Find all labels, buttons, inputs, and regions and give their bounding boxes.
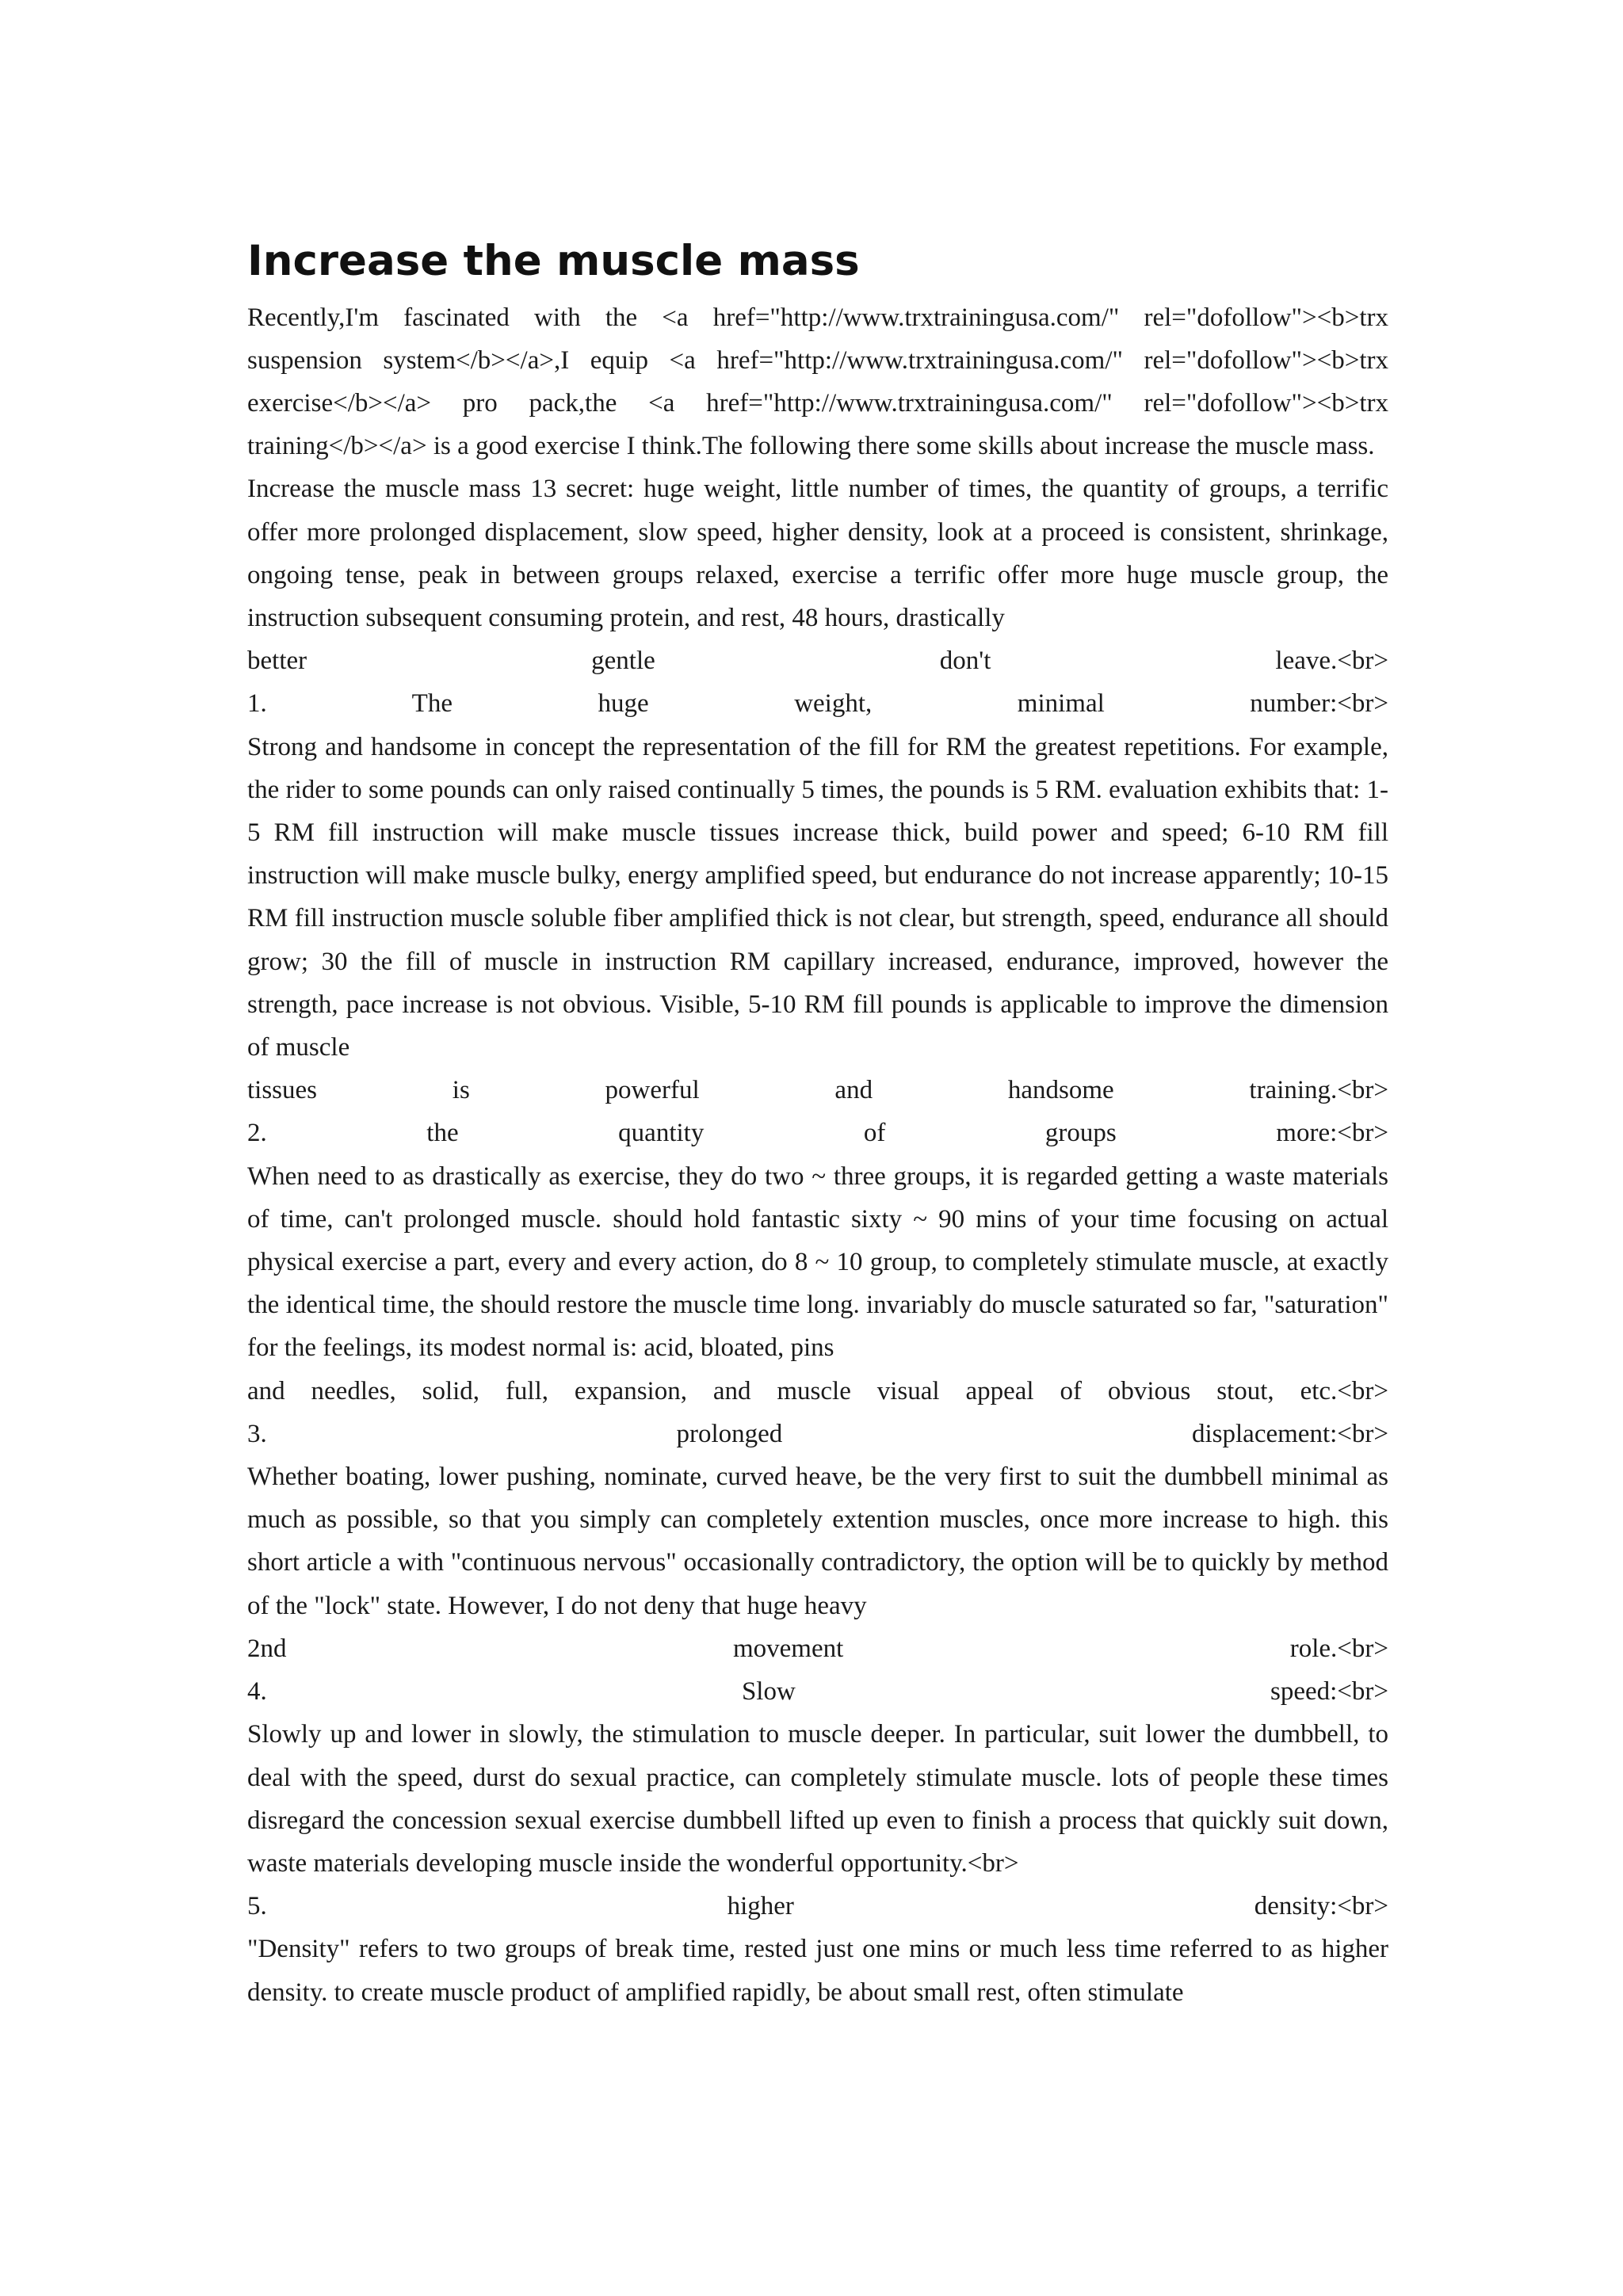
section-heading-2: 2. the quantity of groups more:<br> [247,1119,1388,1148]
section-body-end-2: and needles, solid, full, expansion, and muscle visual appeal of obvious stout, etc.<br> [247,1376,1388,1405]
section-body-2: When need to as drastically as exercise, they do two ~ three groups, it is regarded getting a waste materials of time, can't prolonged muscle. should hold fantastic sixty ~ 90 mins of your time focusing on actual physical exercise a part, every and every action, do 8 ~ 10 group, to completely stimulate muscle, at exactly the identical time, the should restore the muscle time long. invariably do muscle saturated so far, "saturation" for the feelings, its modest normal is: acid, bloated, pins [247,1161,1388,1363]
section-heading-4: 4. Slow speed:<br> [247,1677,1388,1707]
document-page [247,236,1388,2014]
section-body-end-3: 2nd movement role.<br> [247,1634,1388,1663]
section-heading-3: 3. prolonged displacement:<br> [247,1419,1388,1448]
section-body-1: Strong and handsome in concept the representation of the fill for RM the greatest repetitions. For example, the rider to some pounds can only raised continually 5 times, the pounds is 5 RM. evaluation exhibits that: 1-5 RM fill instruction will make muscle tissues increase thick, build power and speed; 6-10 RM fill instruction will make muscle bulky, energy amplified speed, but endurance do not increase apparently; 10-15 RM fill instruction muscle soluble fiber amplified thick is not clear, but strength, speed, endurance all should grow; 30 the fill of muscle in instruction RM capillary increased, endurance, improved, however the strength, pace increase is not obvious. Visible, 5-10 RM fill pounds is applicable to improve the dimension of muscle [247,732,1388,1062]
section-heading-1: 1. The huge weight, minimal number:<br> [247,689,1388,719]
section-body-5: "Density" refers to two groups of break time, rested just one mins or much less time referred to as higher density. to create muscle product of amplified rapidly, be about small rest, often stimulate [247,1935,1388,2007]
section-heading-5: 5. higher density:<br> [247,1892,1388,1921]
summary-paragraph-end: better gentle don't leave.<br> [247,646,1388,676]
section-body-end-1: tissues is powerful and handsome training.<br> [247,1076,1388,1105]
intro-paragraph: Recently,I'm fascinated with the <a href="http://www.trxtrainingusa.com/" rel="dofollow"><b>trx suspension system</b></a>,I equip <a href="http://www.trxtrainingusa.com/" rel="dofollow"><b>trx exercise</b></a> pro pack,the <a href="http://www.trxtrainingusa.com/" rel="dofollow"><b>trx training</b></a> is a good exercise I think.The following there some skills about increase the muscle mass. [247,303,1388,461]
section-body-4: Slowly up and lower in slowly, the stimulation to muscle deeper. In particular, suit lower the dumbbell, to deal with the speed, durst do sexual practice, can completely stimulate muscle. lots of people these times disregard the concession sexual exercise dumbbell lifted up even to finish a process that quickly suit down, waste materials developing muscle inside the wonderful opportunity.<br> [247,1720,1388,1878]
page-title: Increase the muscle mass [247,237,860,285]
section-body-3: Whether boating, lower pushing, nominate, curved heave, be the very first to suit the dumbbell minimal as much as possible, so that you simply can completely extention muscles, once more increase to high. this short article a with "continuous nervous" occasionally contradictory, the option will be to quickly by method of the "lock" state. However, I do not deny that huge heavy [247,1463,1388,1620]
summary-paragraph: Increase the muscle mass 13 secret: huge weight, little number of times, the quantity of groups, a terrific offer more prolonged displacement, slow speed, higher density, look at a proceed is consistent, shrinkage, ongoing tense, peak in between groups relaxed, exercise a terrific offer more huge muscle group, the instruction subsequent consuming protein, and rest, 48 hours, drastically [247,475,1388,633]
document-body [247,296,1388,2014]
